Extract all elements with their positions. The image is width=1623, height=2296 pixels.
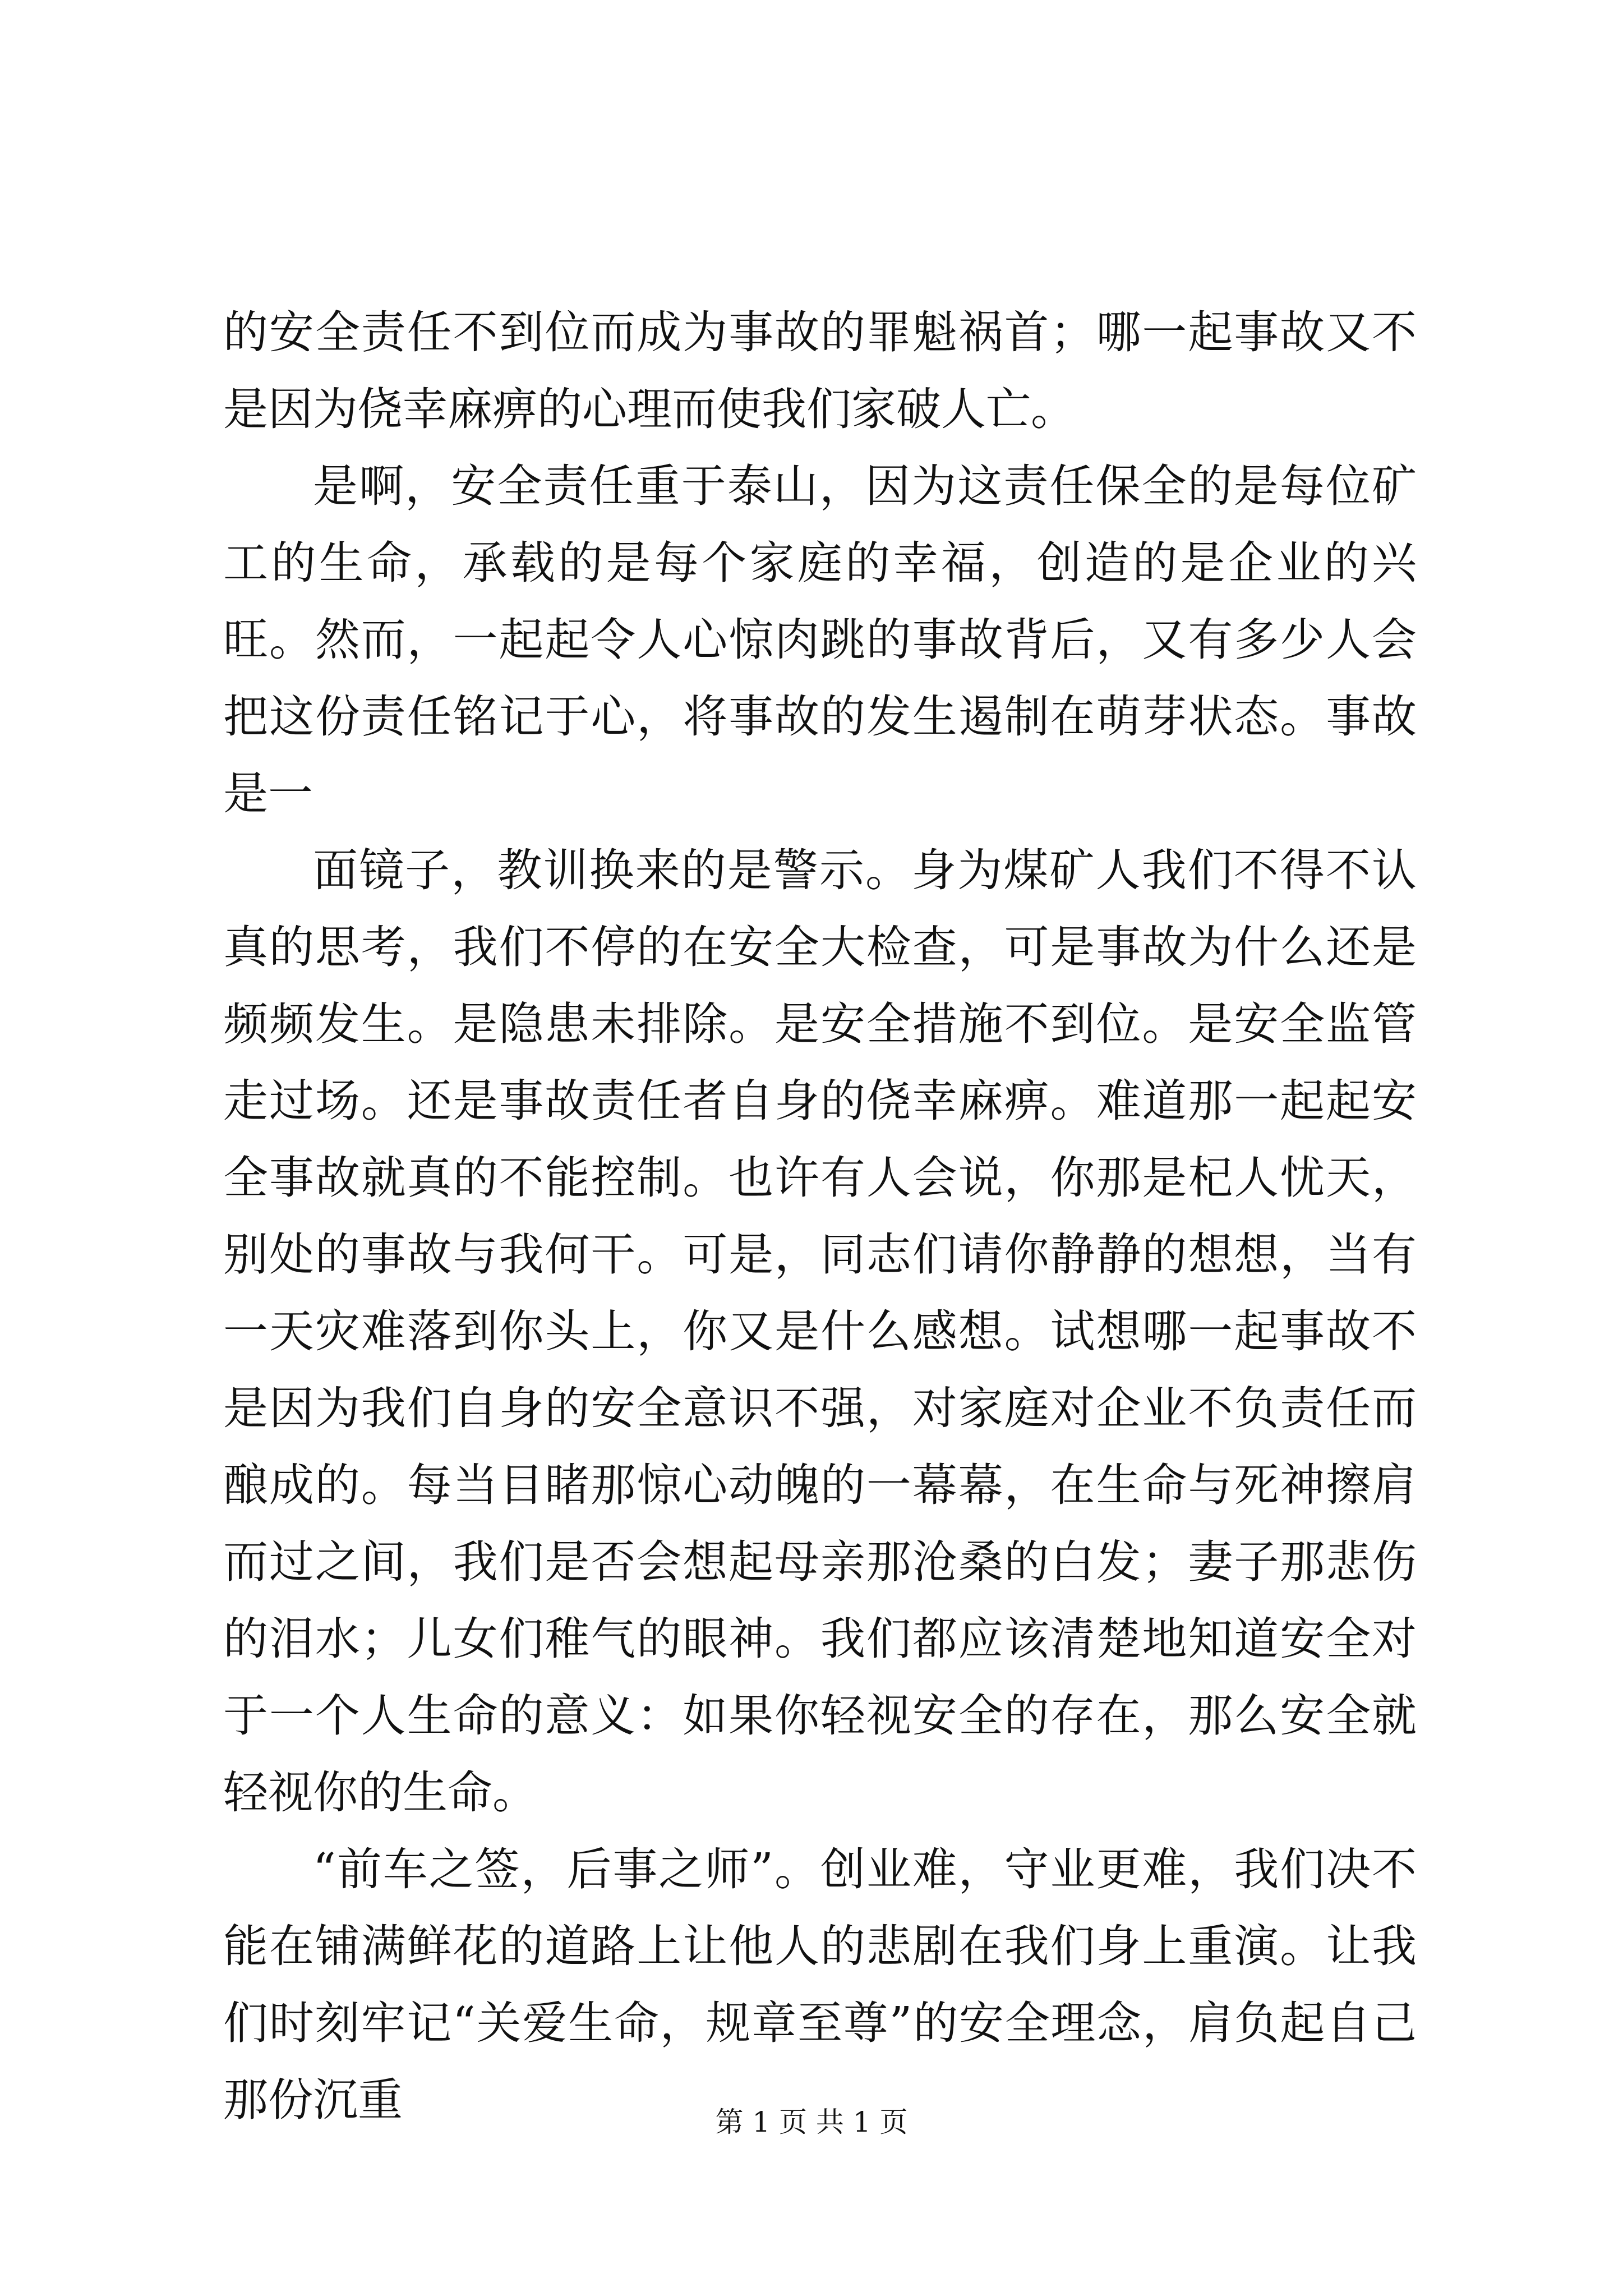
- paragraph-3: 面镜子，教训换来的是警示。身为煤矿人我们不得不认真的思考，我们不停的在安全大检查，可是事故为什么还是频频发生。是隐患未排除。是安全措施不到位。是安全监管走过场。还是事故责任者自身的侥幸麻痹。难道那一起起安全事故就真的不能控制。也许有人会说，你那是杞人忧天，别处的事故与我何干。可是，同志们请你静静的想想，当有一天灾难落到你头上，你又是什么感想。试想哪一起事故不是因为我们自身的安全意识不强，对家庭对企业不负责任而酿成的。每当目睹那惊心动魄的一幕幕，在生命与死神擦肩而过之间，我们是否会想起母亲那沧桑的白发；妻子那悲伤的泪水；儿女们稚气的眼神。我们都应该清楚地知道安全对于一个人生命的意义：如果你轻视安全的存在，那么安全就轻视你的生命。: [223, 844, 1417, 1819]
- page-number-label: 第 1 页 共 1 页: [715, 2106, 908, 2138]
- document-body: [223, 294, 1417, 2138]
- paragraph-4: “前车之签，后事之师”。创业难，守业更难，我们决不能在铺满鲜花的道路上让他人的悲剧在我们身上重演。让我们时刻牢记“关爱生命，规章至尊”的安全理念，肩负起自己那份沉重: [223, 1843, 1417, 2126]
- page-footer: [0, 2102, 1623, 2142]
- paragraph-2: 是啊，安全责任重于泰山，因为这责任保全的是每位矿工的生命，承载的是每个家庭的幸福，创造的是企业的兴旺。然而，一起起令人心惊肉跳的事故背后，又有多少人会把这份责任铭记于心，将事故的发生遏制在萌芽状态。事故是一: [223, 460, 1417, 820]
- paragraph-1: 的安全责任不到位而成为事故的罪魁祸首；哪一起事故又不是因为侥幸麻痹的心理而使我们家破人亡。: [223, 306, 1417, 435]
